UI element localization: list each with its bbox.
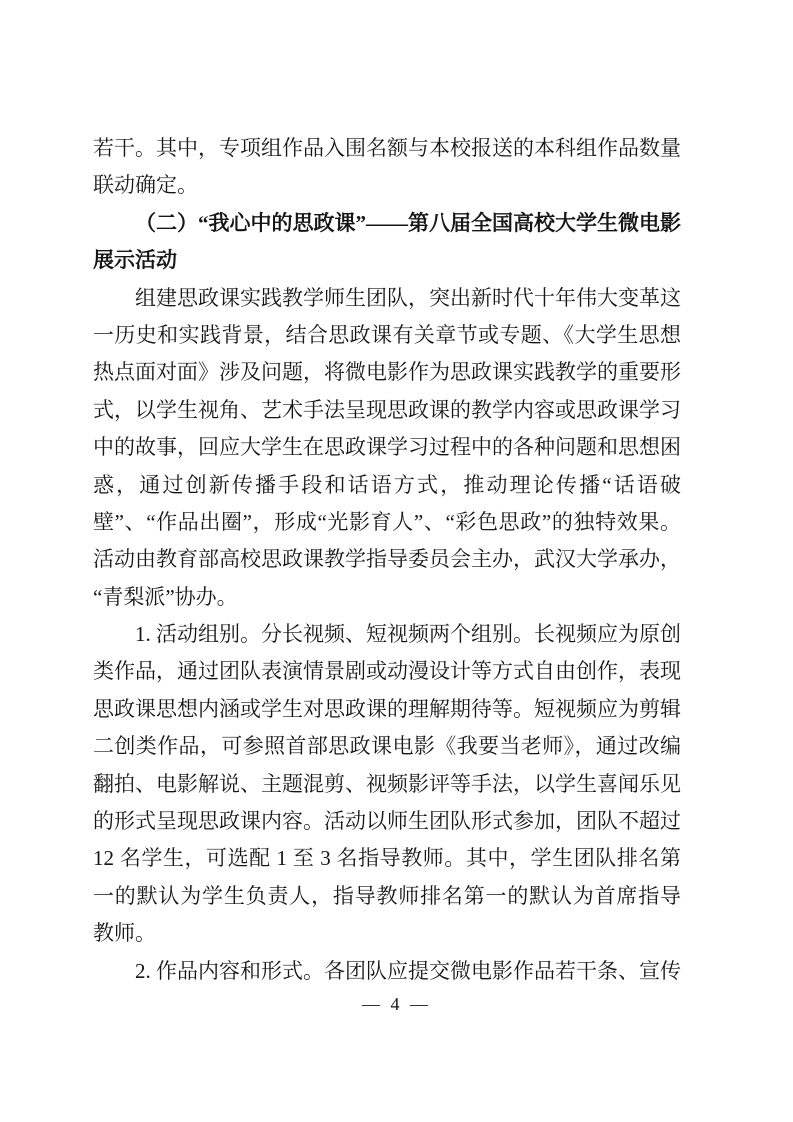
page-number: — 4 — (362, 994, 431, 1014)
text-line: 惑，通过创新传播手段和话语方式，推动理论传播“话语破 (93, 472, 681, 497)
text-line: 翻拍、电影解说、主题混剪、视频影评等手法，以学生喜闻乐见 (93, 771, 681, 796)
text-line: 壁”、“作品出圈”，形成“光影育人”、“彩色思政”的独特效果。 (93, 509, 681, 534)
text-line: 中的故事，回应大学生在思政课学习过程中的各种问题和思想困 (93, 435, 681, 460)
text-line: 教师。 (93, 921, 156, 946)
text-line: 热点面对面》涉及问题，将微电影作为思政课实践教学的重要形 (93, 360, 681, 385)
text-line: （二）“我心中的思政课”——第八届全国高校大学生微电影 (135, 210, 681, 235)
text-line: 展示活动 (93, 248, 177, 273)
text-line: 二创类作品，可参照首部思政课电影《我要当老师》，通过改编 (93, 734, 681, 759)
text-line: “青梨派”协办。 (93, 584, 238, 609)
text-line: 的形式呈现思政课内容。活动以师生团队形式参加，团队不超过 (93, 809, 681, 834)
text-line: 组建思政课实践教学师生团队，突出新时代十年伟大变革这 (135, 285, 681, 310)
text-line: 类作品，通过团队表演情景剧或动漫设计等方式自由创作，表现 (93, 659, 681, 684)
text-line: 12 名学生，可选配 1 至 3 名指导教师。其中，学生团队排名第 (93, 846, 681, 871)
text-line: 活动由教育部高校思政课教学指导委员会主办，武汉大学承办， (93, 547, 681, 572)
text-line: 2. 作品内容和形式。各团队应提交微电影作品若干条、宣传 (135, 958, 681, 983)
text-line: 式，以学生视角、艺术手法呈现思政课的教学内容或思政课学习 (93, 397, 681, 422)
text-line: 一的默认为学生负责人，指导教师排名第一的默认为首席指导 (93, 883, 681, 908)
text-line: 思政课思想内涵或学生对思政课的理解期待等。短视频应为剪辑 (93, 696, 681, 721)
document-body (93, 130, 681, 990)
text-line: 若干。其中，专项组作品入围名额与本校报送的本科组作品数量 (93, 136, 681, 160)
text-line: 1. 活动组别。分长视频、短视频两个组别。长视频应为原创 (135, 622, 681, 647)
text-line: 一历史和实践背景，结合思政课有关章节或专题、《大学生思想 (93, 322, 681, 347)
text-line: 联动确定。 (93, 173, 198, 198)
